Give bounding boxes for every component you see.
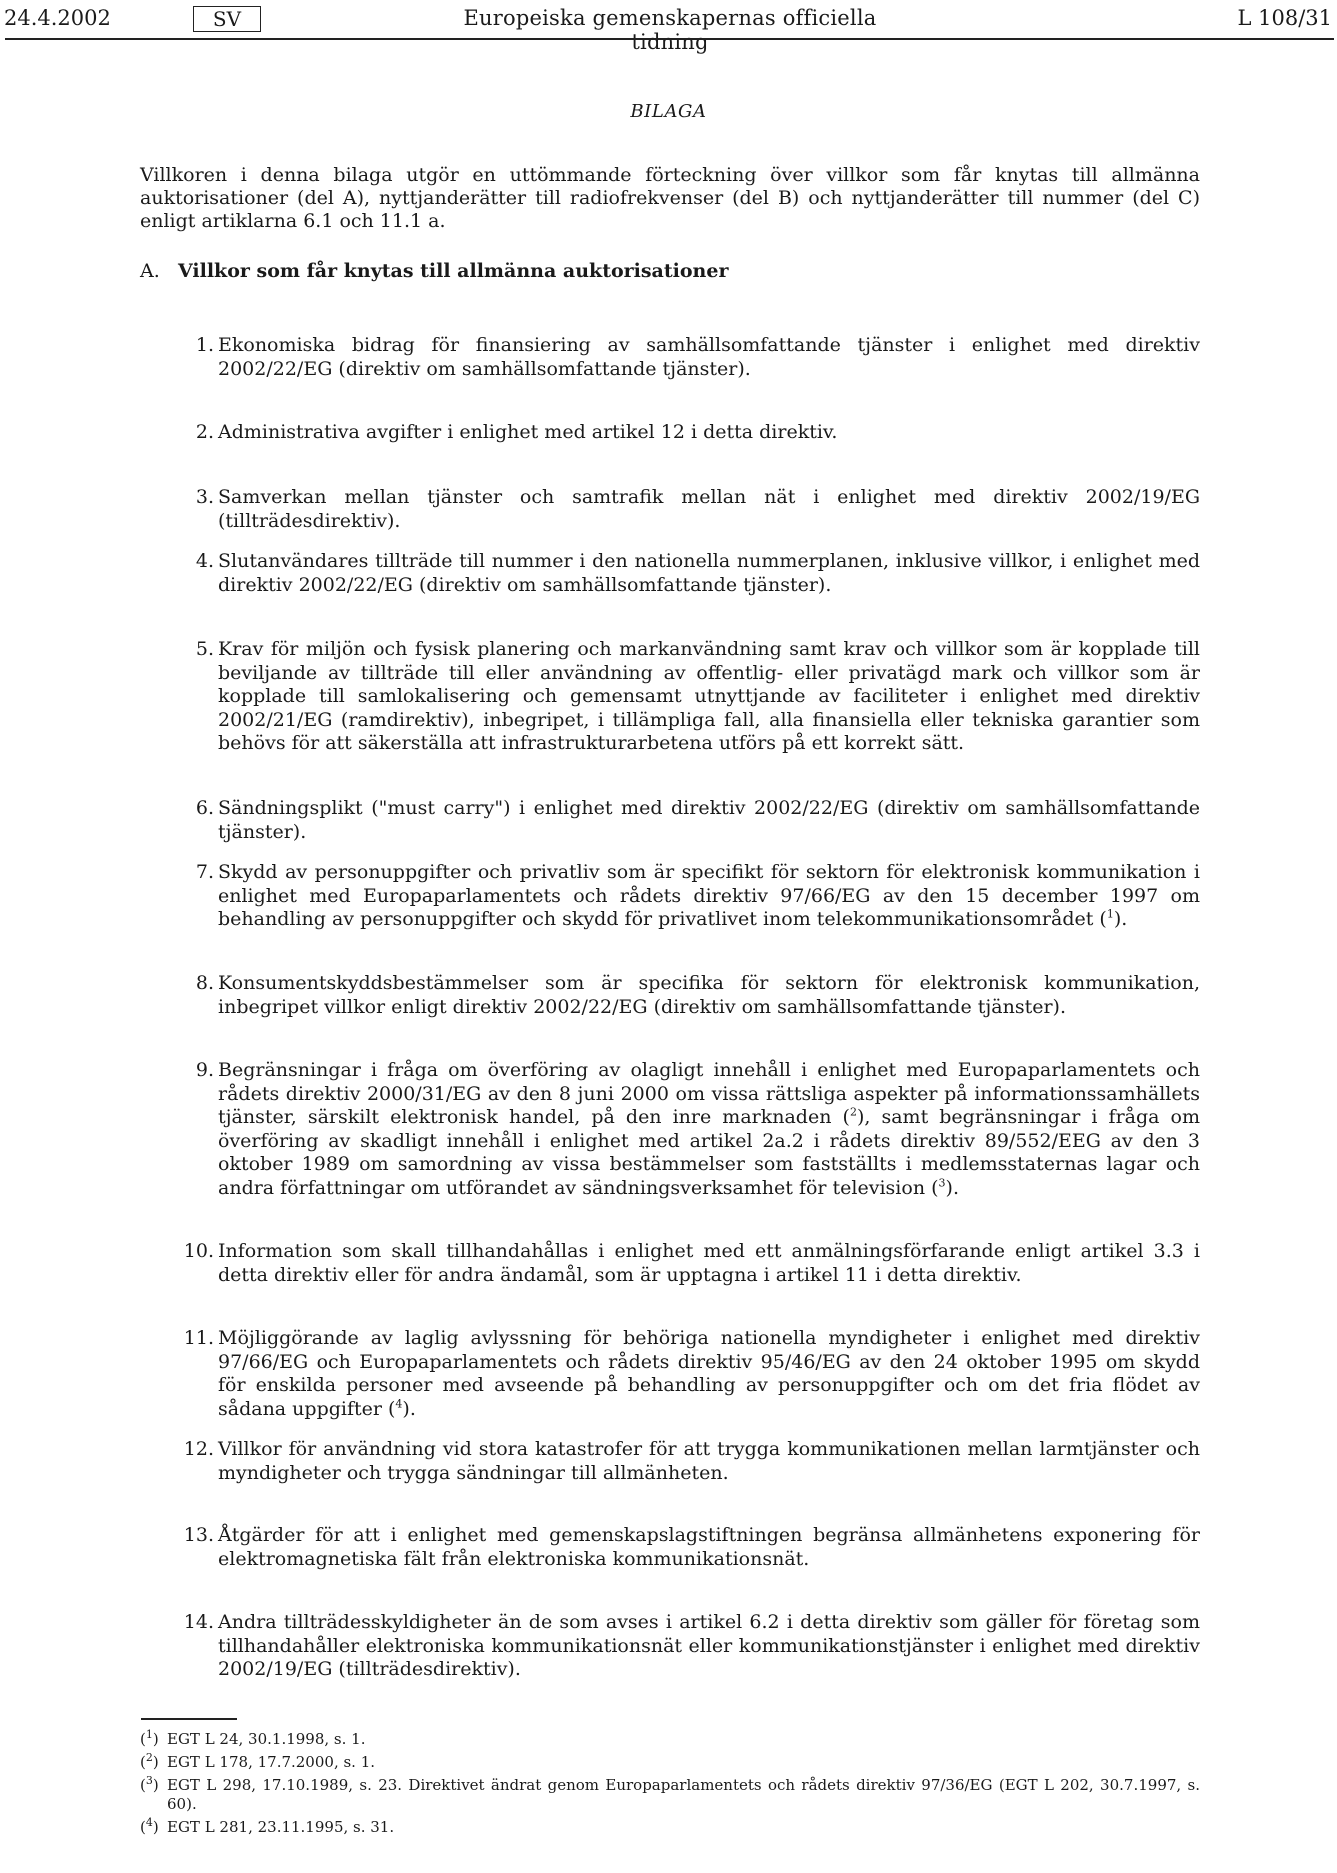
item-number: 3. <box>195 486 214 508</box>
footnote <box>140 1730 1200 1749</box>
page-reference: L 108/31 <box>1237 6 1332 30</box>
list-item <box>178 797 1200 844</box>
item-text: Skydd av personuppgifter och privatliv som är specifikt för sektorn för elektronisk kommunikation i enlighet med Europaparlamentets och rådets direktiv 97/66/EG av den 15 december 1997 om behandling av personuppgifter och skydd för privatlivet inom telekommunikationsområdet ($^1$). <box>218 861 1200 931</box>
section-title: Villkor som får knytas till allmänna auktorisationer <box>178 260 729 282</box>
item-text: Andra tillträdesskyldigheter än de som avses i artikel 6.2 i detta direktiv som gäller för företag som tillhandahåller elektroniska kommunikationsnät eller kommunikationstjänster i enlighet med direktiv 2002/19/EG (tillträdesdirektiv). <box>218 1611 1200 1681</box>
list-item <box>178 1327 1200 1421</box>
footnote-mark: ($^3$) <box>140 1774 159 1794</box>
item-number: 14. <box>183 1611 214 1633</box>
section-letter: A. <box>140 260 160 282</box>
list-item <box>178 1438 1200 1485</box>
list-item <box>178 1611 1200 1682</box>
footnote-text: EGT L 178, 17.7.2000, s. 1. <box>167 1753 376 1771</box>
footnote-text: EGT L 298, 17.10.1989, s. 23. Direktivet ändrat genom Europaparlamentets och rådets direktiv 97/36/EG (EGT L 202, 30.7.1997, s. 60). <box>167 1776 1200 1813</box>
item-number: 11. <box>183 1327 214 1349</box>
list-item <box>178 486 1200 533</box>
section-heading <box>140 260 1200 282</box>
item-text: Begränsningar i fråga om överföring av olagligt innehåll i enlighet med Europaparlamentets och rådets direktiv 2000/31/EG av den 8 juni 2000 om vissa rättsliga aspekter på informationssamhällets tjänster, särskilt elektronisk handel, på den inre marknaden ($^2$), samt begränsningar i fråga om överföring av skadligt innehåll i enlighet med artikel 2a.2 i rådets direktiv 89/552/EEG av den 3 oktober 1989 om samordning av vissa bestämmelser som fastställts i medlemsstaternas lagar och andra författningar om utförandet av sändningsverksamhet för television ($^3$). <box>218 1059 1201 1199</box>
item-number: 12. <box>183 1438 214 1460</box>
item-number: 10. <box>183 1240 214 1262</box>
list-item <box>178 972 1200 1019</box>
running-header <box>0 4 1337 54</box>
footnote-ref: 1 <box>1106 907 1114 921</box>
list-item <box>178 550 1200 597</box>
footnote <box>140 1776 1200 1814</box>
list-item <box>178 1240 1200 1287</box>
footnote-mark: ($^4$) <box>140 1816 159 1836</box>
item-number: 5. <box>195 638 214 660</box>
item-number: 1. <box>195 334 214 356</box>
footnote <box>140 1753 1200 1772</box>
footnote-ref: 2 <box>849 1105 857 1119</box>
journal-title: Europeiska gemenskapernas officiella tidning <box>463 6 877 54</box>
footnote-mark: ($^2$) <box>140 1751 159 1771</box>
publication-date: 24.4.2002 <box>4 6 111 30</box>
item-number: 7. <box>195 861 214 883</box>
footnote-rule <box>141 1718 237 1720</box>
item-text: Villkor för användning vid stora katastrofer för att trygga kommunikationen mellan larmtjänster och myndigheter och trygga sändningar till allmänheten. <box>218 1438 1200 1484</box>
intro-paragraph: Villkoren i denna bilaga utgör en uttömmande förteckning över villkor som får knytas till allmänna auktorisationer (del A), nyttjanderätter till radiofrekvenser (del B) och nyttjanderätter till nummer (del C) enligt artiklarna 6.1 och 11.1 a. <box>140 164 1200 232</box>
item-text: Information som skall tillhandahållas i enlighet med ett anmälningsförfarande enligt artikel 3.3 i detta direktiv eller för andra ändamål, som är upptagna i artikel 11 i detta direktiv. <box>218 1240 1200 1286</box>
list-item <box>178 421 1200 445</box>
footnote-ref: 3 <box>938 1176 946 1190</box>
item-number: 8. <box>195 972 214 994</box>
item-number: 4. <box>195 550 214 572</box>
item-text: Åtgärder för att i enlighet med gemenskapslagstiftningen begränsa allmänhetens exponering för elektromagnetiska fält från elektroniska kommunikationsnät. <box>218 1524 1200 1570</box>
item-number: 9. <box>195 1059 214 1081</box>
list-item <box>178 334 1200 381</box>
item-number: 6. <box>195 797 214 819</box>
footnote-text: EGT L 281, 23.11.1995, s. 31. <box>167 1818 395 1836</box>
item-text: Samverkan mellan tjänster och samtrafik mellan nät i enlighet med direktiv 2002/19/EG (tillträdesdirektiv). <box>218 486 1200 532</box>
item-text: Administrativa avgifter i enlighet med artikel 12 i detta direktiv. <box>218 421 838 443</box>
language-badge: SV <box>193 6 261 32</box>
list-item <box>178 1524 1200 1571</box>
item-text: Slutanvändares tillträde till nummer i den nationella nummerplanen, inklusive villkor, i enlighet med direktiv 2002/22/EG (direktiv om samhällsomfattande tjänster). <box>218 550 1200 596</box>
item-number: 2. <box>195 421 214 443</box>
footnote-mark: ($^1$) <box>140 1728 159 1748</box>
annex-title: BILAGA <box>630 101 707 122</box>
footnote-ref: 4 <box>395 1397 403 1411</box>
item-text: Ekonomiska bidrag för finansiering av samhällsomfattande tjänster i enlighet med direktiv 2002/22/EG (direktiv om samhällsomfattande tjänster). <box>218 334 1200 380</box>
item-text: Konsumentskyddsbestämmelser som är specifika för sektorn för elektronisk kommunikation, inbegripet villkor enligt direktiv 2002/22/EG (direktiv om samhällsomfattande tjänster). <box>218 972 1200 1018</box>
list-item <box>178 861 1200 932</box>
footnote <box>140 1818 1200 1837</box>
item-text: Krav för miljön och fysisk planering och markanvändning samt krav och villkor som är kopplade till beviljande av tillträde till eller användning av offentlig- eller privatägd mark och villkor som är kopplade till samlokalisering och gemensamt utnyttjande av faciliteter i enlighet med direktiv 2002/21/EG (ramdirektiv), inbegripet, i tillämpliga fall, alla finansiella eller tekniska garantier som behövs för att säkerställa att infrastrukturarbetena utförs på ett korrekt sätt. <box>218 638 1200 755</box>
header-rule <box>5 38 1334 40</box>
item-number: 13. <box>183 1524 214 1546</box>
item-text: Möjliggörande av laglig avlyssning för behöriga nationella myndigheter i enlighet med direktiv 97/66/EG och Europaparlamentets och rådets direktiv 95/46/EG av den 24 oktober 1995 om skydd för enskilda personer med avseende på behandling av personuppgifter och om det fria flödet av sådana uppgifter ($^4$). <box>218 1327 1200 1420</box>
list-item <box>178 1059 1200 1201</box>
item-text: Sändningsplikt ("must carry") i enlighet med direktiv 2002/22/EG (direktiv om samhällsomfattande tjänster). <box>218 797 1200 843</box>
footnote-text: EGT L 24, 30.1.1998, s. 1. <box>167 1730 366 1748</box>
list-item <box>178 638 1200 756</box>
